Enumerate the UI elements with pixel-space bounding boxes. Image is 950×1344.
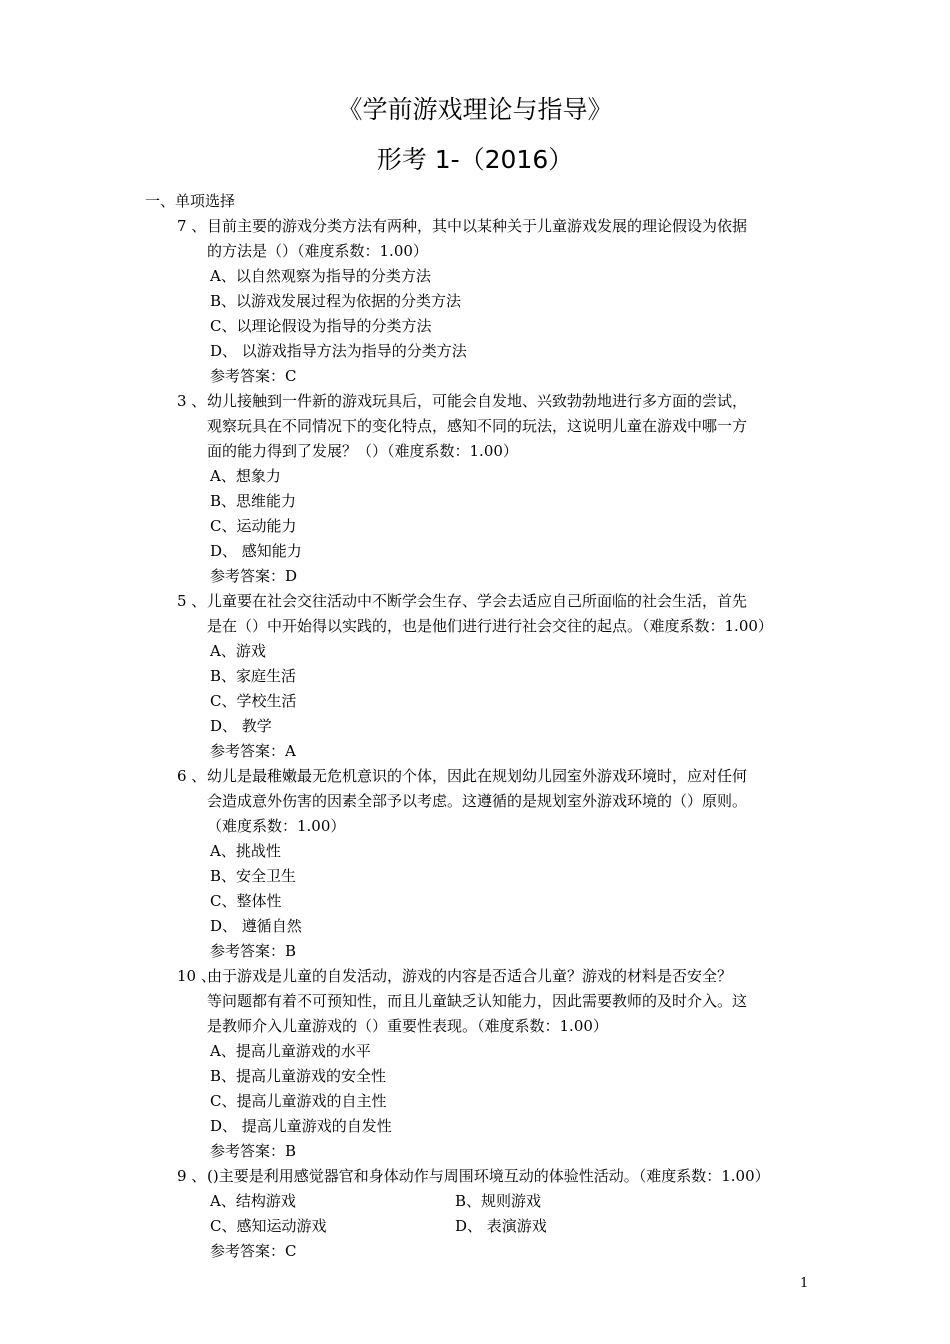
question-line: 幼儿接触到一件新的游戏玩具后，可能会自发地、兴致勃勃地进行多方面的尝试， (207, 392, 748, 410)
question-stem (177, 764, 817, 839)
question-number: 7 、 (177, 217, 207, 235)
option-d: D、 遵循自然 (210, 917, 302, 935)
option-d: D、 提高儿童游戏的自发性 (210, 1117, 392, 1135)
option-c: C、整体性 (210, 892, 282, 910)
question-line: 的方法是（）（难度系数：1.00） (207, 242, 428, 260)
option-row (210, 1214, 817, 1239)
document-title: 《学前游戏理论与指导》 (337, 95, 613, 124)
section-heading: 一、单项选择 (145, 192, 236, 210)
question-block (177, 964, 817, 1164)
option-c: C、感知运动游戏 (210, 1217, 327, 1235)
question-block (177, 389, 817, 589)
option-a: A、挑战性 (210, 842, 281, 860)
question-stem (177, 1164, 817, 1189)
answer-key: 参考答案：A (210, 742, 296, 760)
option-b: B、规则游戏 (455, 1192, 542, 1210)
question-number: 5 、 (177, 592, 207, 610)
document-subtitle: 形考 1-（2016） (376, 145, 574, 174)
answer-key: 参考答案：C (210, 1242, 297, 1260)
option-c: C、以理论假设为指导的分类方法 (210, 317, 432, 335)
option-d: D、 表演游戏 (455, 1217, 547, 1235)
question-number: 10 、 (177, 967, 216, 985)
question-line: 会造成意外伤害的因素全部予以考虑。这遵循的是规划室外游戏环境的（）原则。 (207, 792, 748, 810)
option-b: B、以游戏发展过程为依据的分类方法 (210, 292, 462, 310)
option-c: C、提高儿童游戏的自主性 (210, 1092, 387, 1110)
question-line: 面的能力得到了发展？（）（难度系数：1.00） (207, 442, 518, 460)
question-stem (177, 964, 817, 1039)
question-line: 是教师介入儿童游戏的（）重要性表现。（难度系数：1.00） (207, 1017, 608, 1035)
question-line: ()主要是利用感觉器官和身体动作与周围环境互动的体验性活动。（难度系数：1.00） (207, 1167, 770, 1185)
answer-key: 参考答案：B (210, 1142, 297, 1160)
option-a: A、结构游戏 (210, 1192, 296, 1210)
question-number: 9 、 (177, 1167, 207, 1185)
option-a: A、想象力 (210, 467, 281, 485)
question-line: 由于游戏是儿童的自发活动，游戏的内容是否适合儿童？游戏的材料是否安全？ (207, 967, 733, 985)
option-b: B、家庭生活 (210, 667, 297, 685)
question-block (177, 764, 817, 964)
question-line: 是在（）中开始得以实践的，也是他们进行进行社会交往的起点。（难度系数：1.00） (207, 617, 773, 635)
page-number: 1 (800, 1276, 809, 1291)
option-b: B、安全卫生 (210, 867, 297, 885)
question-number: 6 、 (177, 767, 207, 785)
option-row (210, 1189, 817, 1214)
option-b: B、思维能力 (210, 492, 297, 510)
question-line: 幼儿是最稚嫩最无危机意识的个体，因此在规划幼儿园室外游戏环境时，应对任何 (207, 767, 748, 785)
option-a: A、以自然观察为指导的分类方法 (210, 267, 431, 285)
question-line: 目前主要的游戏分类方法有两种，其中以某种关于儿童游戏发展的理论假设为依据 (207, 217, 748, 235)
question-number: 3 、 (177, 392, 207, 410)
option-a: A、提高儿童游戏的水平 (210, 1042, 371, 1060)
option-d: D、 感知能力 (210, 542, 302, 560)
option-c: C、学校生活 (210, 692, 297, 710)
answer-key: 参考答案：B (210, 942, 297, 960)
question-line: （难度系数：1.00） (207, 817, 346, 835)
option-d: D、 教学 (210, 717, 272, 735)
question-line: 儿童要在社会交往活动中不断学会生存、学会去适应自己所面临的社会生活，首先 (207, 592, 748, 610)
question-list (177, 214, 817, 1264)
question-line: 观察玩具在不同情况下的变化特点，感知不同的玩法，这说明儿童在游戏中哪一方 (207, 417, 748, 435)
question-stem (177, 214, 817, 264)
question-block (177, 214, 817, 389)
question-block (177, 589, 817, 764)
question-stem (177, 589, 817, 639)
question-stem (177, 389, 817, 464)
question-block (177, 1164, 817, 1264)
option-b: B、提高儿童游戏的安全性 (210, 1067, 387, 1085)
option-c: C、运动能力 (210, 517, 297, 535)
answer-key: 参考答案：C (210, 367, 297, 385)
answer-key: 参考答案：D (210, 567, 298, 585)
option-d: D、 以游戏指导方法为指导的分类方法 (210, 342, 467, 360)
question-line: 等问题都有着不可预知性，而且儿童缺乏认知能力，因此需要教师的及时介入。这 (207, 992, 748, 1010)
option-a: A、游戏 (210, 642, 266, 660)
